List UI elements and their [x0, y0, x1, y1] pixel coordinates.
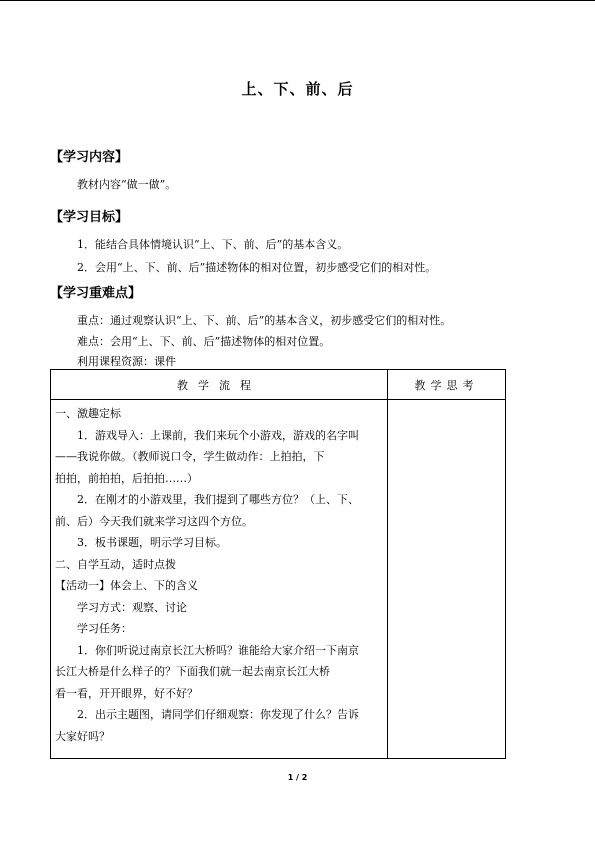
flow-line: 1．游戏导入：上课前，我们来玩个小游戏，游戏的名字叫	[77, 428, 359, 442]
heading-key: 【学习重难点】	[50, 286, 142, 301]
flow-line: 3．板书课题，明示学习目标。	[77, 536, 227, 549]
flow-line: 长江大桥是什么样子的？下面我们就一起去南京长江大桥	[55, 665, 330, 678]
flow-line: 学习任务：	[77, 622, 132, 635]
content-text: 教材内容“做一做”。	[77, 178, 177, 191]
flow-cell	[51, 400, 388, 759]
flow-line: 1．你们听说过南京长江大桥吗？谁能给大家介绍一下南京	[77, 643, 359, 657]
page-number: 1 / 2	[287, 773, 308, 782]
difficulty-text: 难点：会用“上、下、前、后”描述物体的相对位置。	[77, 335, 331, 348]
teaching-flow-table	[50, 369, 506, 759]
focus-text: 重点：通过观察认识“上、下、前、后”的基本含义，初步感受它们的相对性。	[77, 314, 452, 327]
flow-line: 学习方式：观察、讨论	[77, 600, 187, 614]
goal-item-2: 2．会用“上、下、前、后”描述物体的相对位置，初步感受它们的相对性。	[77, 261, 437, 274]
reflection-cell	[388, 400, 506, 759]
goal-item-1: 1．能结合具体情境认识“上、下、前、后”的基本含义。	[77, 238, 349, 251]
resource-text: 利用课程资源：课件	[77, 355, 176, 368]
heading-goals: 【学习目标】	[50, 210, 129, 225]
flow-line: 大家好吗？	[55, 729, 110, 743]
flow-line: ——我说你做。（教师说口令，学生做动作：上拍拍，下	[55, 450, 325, 463]
header-teaching-flow: 教学流程	[51, 370, 388, 400]
top-rule	[0, 0, 595, 1]
header-teaching-reflection: 教学思考	[388, 370, 506, 400]
flow-line: 2．在刚才的小游戏里，我们提到了哪些方位？（上、下、	[77, 493, 359, 506]
flow-line: 看一看，开开眼界，好不好？	[55, 686, 198, 700]
flow-line: 2．出示主题图，请同学们仔细观察：你发现了什么？告诉	[77, 708, 359, 721]
activity-heading: 【活动一】体会上、下的含义	[55, 579, 198, 592]
page-title: 上、下、前、后	[241, 80, 354, 98]
heading-content: 【学习内容】	[50, 150, 129, 165]
flow-line: 一、激趣定标	[55, 407, 121, 420]
flow-line: 二、自学互动，适时点拨	[55, 557, 176, 571]
flow-line: 拍拍，前拍拍，后拍拍……）	[55, 471, 198, 485]
flow-line: 前、后）今天我们就来学习这四个方位。	[55, 514, 253, 528]
